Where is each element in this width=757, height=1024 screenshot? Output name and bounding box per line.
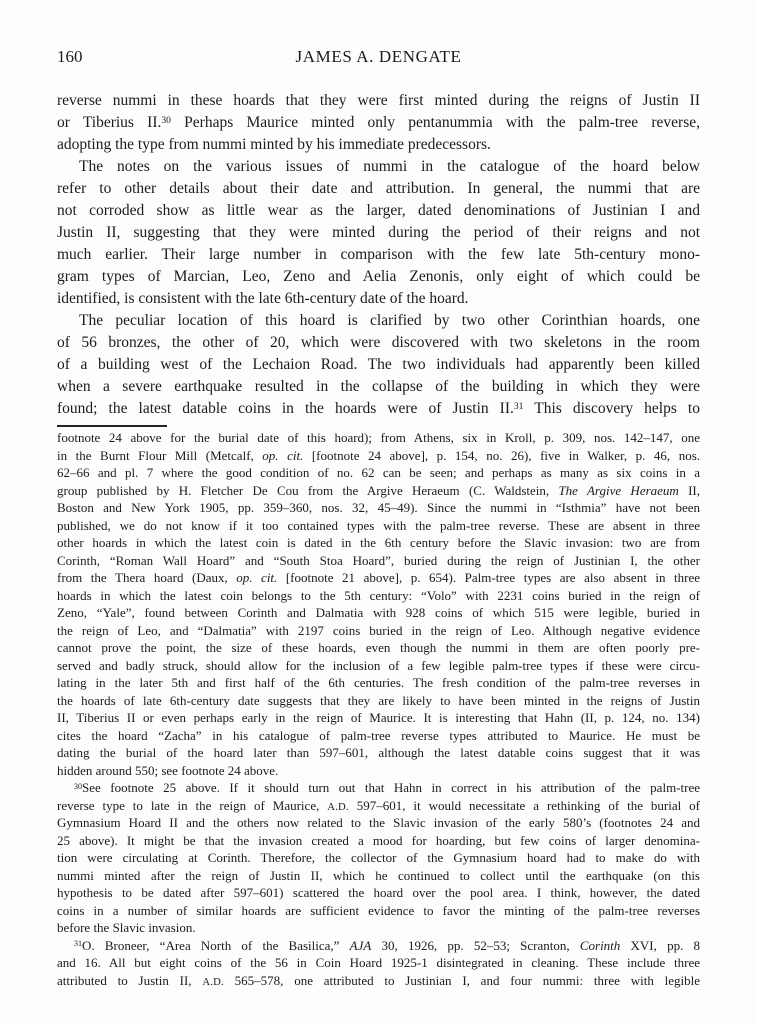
text-line: or Tiberius II.$^{30}$ Perhaps Maurice minted only pentanummia with the palm-tree reverse, xyxy=(57,114,700,131)
footnote-text xyxy=(57,429,700,989)
footnote-marker: 30 xyxy=(74,781,83,791)
text-line: 62–66 and pl. 7 where the good condition of no. 62 can be seen; and perhaps as many as six coins in a xyxy=(57,465,700,480)
paragraph xyxy=(57,779,700,937)
text-line: in the Burnt Flour Mill (Metcalf, op. cit. [footnote 24 above], p. 154, no. 26), five in Walker, p. 46, nos. xyxy=(57,447,700,463)
text-line: from the Thera hoard (Daux, op. cit. [footnote 21 above], p. 654). Palm-tree types are also absent in three xyxy=(57,570,700,585)
text-line: hypothesis to be dated after 597–601) scattered the hoard over the pool area. I think, however, the dated xyxy=(57,885,700,900)
text-line: the reign of Leo, and “Dalmatia” with 2197 coins buried in the reign of Leo. Although negative evidence xyxy=(57,622,700,638)
text-line: group published by H. Fletcher De Cou from the Argive Heraeum (C. Waldstein, The Argive Heraeum II, xyxy=(57,482,700,498)
text-line: other hoards in which the latest coin is dated in the 6th century before the Slavic invasion: two are from xyxy=(57,535,700,550)
text-line: Gymnasium Hoard II and the others now related to the Slavic invasion of the early 580’s (footnotes 24 and xyxy=(57,815,700,830)
text-line: gram types of Marcian, Leo, Zeno and Aelia Zenonis, only eight of which could be xyxy=(57,268,700,285)
styled-text: The Argive Heraeum xyxy=(558,482,679,498)
footnote-marker: 31 xyxy=(513,400,524,412)
text-line: hoards in which the latest coin belongs to the 5th century: “Volo” with 2231 coins buried in the reign of xyxy=(57,587,700,603)
text-line: of 56 bronzes, the other of 20, which were discovered with two skeletons in the room xyxy=(57,334,700,351)
text-line: nummi minted after the reign of Justin II, which he continued to collect until the earthquake (on this xyxy=(57,867,700,883)
footnote-marker: 31 xyxy=(74,939,83,949)
running-head: JAMES A. DENGATE xyxy=(295,47,462,66)
text-line: $^{30}$See footnote 25 above. If it should turn out that Hahn in correct in his attribution of the palm-tree xyxy=(74,780,700,795)
styled-text: Corinth xyxy=(579,937,621,953)
styled-text: op. cit. xyxy=(262,447,304,463)
text-line: of a building west of the Lechaion Road. The two individuals had apparently been killed xyxy=(57,356,700,373)
paragraph xyxy=(57,429,700,779)
styled-text: A.D. xyxy=(202,976,224,988)
text-line: identified, is consistent with the late 6th-century date of the hoard. xyxy=(57,290,469,307)
text-line: found; the latest datable coins in the hoards were of Justin II.$^{31}$ This discovery helps to xyxy=(57,400,700,417)
paragraph xyxy=(57,310,700,420)
text-line: served and badly struck, should allow for the inclusion of a few legible palm-tree types if these were circu- xyxy=(57,657,700,673)
styled-text: AJA xyxy=(349,937,372,953)
body-text xyxy=(57,90,700,420)
paragraph xyxy=(57,937,700,990)
text-line: coins in a number of similar hoards are sufficient evidence to favor the minting of the palm-tree reverses xyxy=(57,902,700,918)
text-line: Zeno, “Yale”, found between Corinth and Dalmatia with 928 coins of which 515 were legible, buried in xyxy=(57,605,700,620)
footnote-separator xyxy=(57,425,167,427)
styled-text: A.D. xyxy=(327,801,349,813)
text-line: the hoards of late 6th-century date suggests that they are likely to have been minted in the reigns of Justin xyxy=(57,692,700,708)
text-line: reverse type to late in the reign of Maurice, A.D. 597–601, it would necessitate a rethinking of the burial of xyxy=(57,797,700,813)
text-line: much earlier. Their large number in comparison with the few late 5th-century mono- xyxy=(57,246,700,263)
text-line: footnote 24 above for the burial date of this hoard); from Athens, six in Kroll, p. 309, nos. 142–147, one xyxy=(57,430,700,445)
text-line: not corroded show as little wear as the larger, dated denominations of Justinian I and xyxy=(57,202,700,219)
text-line: lating in the later 5th and first half of the 6th centuries. The fresh condition of the palm-tree reverses in xyxy=(57,675,700,690)
text-line: when a severe earthquake resulted in the collapse of the building in which they were xyxy=(57,378,700,395)
text-line: $^{31}$O. Broneer, “Area North of the Basilica,” AJA 30, 1926, pp. 52–53; Scranton, Corinth XVI, pp. 8 xyxy=(74,937,700,953)
text-line: dating the burial of the hoard later than 597–601, although the latest datable coins suggest that it was xyxy=(57,745,700,760)
text-line: Boston and New York 1905, pp. 359–360, nos. 32, 45–49). Since the nummi in “Isthmia” have not been xyxy=(57,500,700,515)
text-line: The peculiar location of this hoard is clarified by two other Corinthian hoards, one xyxy=(79,312,700,329)
page-number: 160 xyxy=(57,47,83,66)
page-header xyxy=(57,47,700,69)
text-line: reverse nummi in these hoards that they were first minted during the reigns of Justin II xyxy=(57,92,700,109)
text-line: cannot prove the point, the size of these hoards, even though the nummi in them are often poorly pre- xyxy=(57,640,700,655)
text-line: published, we do not know if it too contained types with the palm-tree reverse. These are absent in three xyxy=(57,517,700,533)
footnote-marker: 30 xyxy=(161,114,171,126)
styled-text: op. cit. xyxy=(236,570,278,585)
text-line: 25 above). It might be that the invasion created a mood for hoarding, but few coins of larger denomina- xyxy=(57,832,700,848)
text-line: refer to other details about their date and attribution. In general, the nummi that are xyxy=(57,180,700,197)
paragraph xyxy=(57,90,700,156)
text-line: Corinth, “Roman Wall Hoard” and “South Stoa Hoard”, buried during the reign of Justinian I, the other xyxy=(57,552,700,568)
text-line: attributed to Justin II, A.D. 565–578, one attributed to Justinian I, and four nummi: three with legible xyxy=(57,972,700,988)
text-line: Justin II, suggesting that they were minted during the period of their reigns and not xyxy=(57,224,700,241)
text-line: adopting the type from nummi minted by his immediate predecessors. xyxy=(57,136,491,153)
text-line: before the Slavic invasion. xyxy=(57,920,196,935)
paragraph xyxy=(57,156,700,310)
text-line: II, Tiberius II or even perhaps early in the reign of Maurice. It is interesting that Hahn (II, p. 124, no. 134) xyxy=(57,710,700,725)
text-line: cites the hoard “Zacha” in his catalogue of palm-tree reverse types attributed to Maurice. He must be xyxy=(57,727,700,743)
text-line: The notes on the various issues of nummi in the catalogue of the hoard below xyxy=(79,158,700,175)
text-line: hidden around 550; see footnote 24 above. xyxy=(57,762,279,778)
text-line: and 16. All but eight coins of the 56 in Coin Hoard 1925-1 disintegrated in cleaning. These include three xyxy=(57,955,700,970)
text-line: tion were circulating at Corinth. Therefore, the collector of the Gymnasium hoard had to make do with xyxy=(57,850,700,865)
